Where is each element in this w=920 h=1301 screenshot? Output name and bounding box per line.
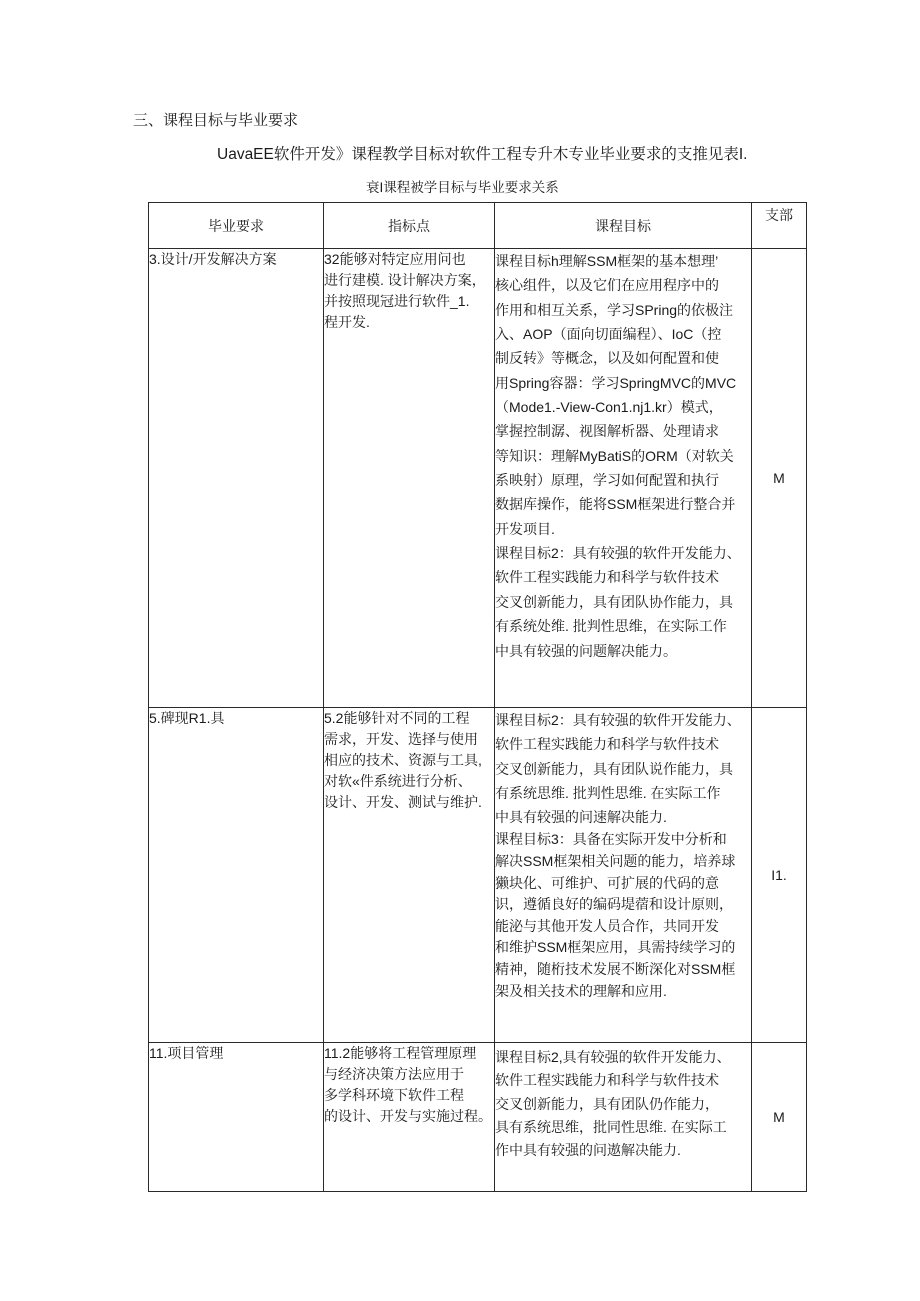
objective-line: 有系统思维. 批判性思维. 在实际工作	[495, 784, 721, 801]
indicator-cell	[324, 708, 495, 1043]
indicator-line: 需求，开发、选择与使用	[324, 731, 478, 747]
objective-line: 具有系统思维，批同性思维. 在实际工	[495, 1118, 727, 1135]
indicator-line: 并按照现冠进行软件_1.	[324, 293, 470, 309]
requirement-cell	[149, 1043, 324, 1192]
intro-paragraph: UavaEE软件开发》课程教学目标对软件工程专升木专业毕业要求的支推见表I.	[217, 146, 748, 163]
objective-line: 课程目标h理解SSM框架的基本想理’	[495, 253, 719, 269]
objective-line: 交叉创新能力，具有团队说作能力，具	[495, 760, 733, 777]
objective-line: 开发项目.	[495, 520, 555, 537]
indicator-line: 的设计、开发与实施过程。	[324, 1108, 492, 1124]
support-cell: M	[752, 1043, 807, 1192]
objective-paragraph	[495, 708, 751, 829]
table-row	[149, 708, 807, 1043]
objective-line: 中具有较强的问题解决能力。	[495, 642, 677, 659]
indicator-line: 32能够对特定应用问也	[324, 251, 466, 267]
objective-line: 核心组件，以及它们在应用程序中的	[495, 277, 719, 294]
header-indicator: 指标点	[324, 203, 495, 249]
support-cell: I1.	[752, 708, 807, 1043]
objective-line: 识，遵循良好的编码堤蓿和设计原则，	[495, 896, 733, 913]
objective-line: 软件工程实践能力和科学与软件技术	[495, 569, 719, 586]
requirement-text: 5.碑现R1.具	[149, 710, 225, 726]
objective-line: 数据库操作，能将SSM框架进行整合并	[495, 496, 736, 513]
indicator-line: 与经济决策方法应用于	[324, 1066, 464, 1082]
header-requirement: 毕业要求	[149, 203, 324, 249]
objective-line: 课程目标2,具有较强的软件开发能力、	[495, 1049, 731, 1065]
header-objective: 课程目标	[495, 203, 752, 249]
objective-line: 作用和相互关系，学习SPring的依极注	[495, 301, 734, 318]
objective-line: 獭块化、可维护、可扩展的代码的意	[495, 874, 719, 891]
objective-line: 课程目标3：具备在实际开发中分析和	[495, 831, 727, 848]
objective-line: 课程目标2：具有较强的软件开发能力、	[495, 712, 741, 728]
objective-line: 软件工程实践能力和科学与软件技术	[495, 1072, 719, 1089]
objective-line: 课程目标2：具有较强的软件开发能力、	[495, 545, 741, 562]
objective-line: 入、AOP（面向切面编程）、IoC（控	[495, 326, 722, 343]
indicator-line: 11.2能够将工程管理原理	[324, 1045, 477, 1061]
indicator-line: 程开发.	[324, 314, 370, 330]
requirement-text: 11.项目管理	[149, 1045, 224, 1061]
requirements-table	[148, 202, 807, 1192]
objective-line: 掌握控制潺、视图解析器、处理请求	[495, 423, 719, 440]
objective-line: （Mode1.-View-Con1.nj1.kr）模式，	[495, 399, 723, 416]
objective-line: 作中具有较强的问遨解决能力.	[495, 1142, 681, 1159]
objective-line: 软件工程实践能力和科学与软件技术	[495, 736, 719, 753]
requirement-cell	[149, 708, 324, 1043]
objective-line: 有系统处维. 批判性思维，在实际工作	[495, 618, 727, 635]
indicator-cell	[324, 1043, 495, 1192]
objective-line: 系映射）原理，学习如何配置和执行	[495, 472, 719, 489]
objective-line: 解决SSM框架相关问题的能力，培养球	[495, 853, 736, 870]
indicator-line: 多学科环境下软件工程	[324, 1087, 464, 1103]
indicator-line: 进行建模. 设计解决方案，	[324, 272, 486, 288]
indicator-line: 对软«件系统进行分析、	[324, 773, 472, 789]
table-row	[149, 249, 807, 708]
objective-cell	[495, 1043, 752, 1192]
indicator-line: 5.2能够针对不同的工程	[324, 710, 470, 726]
objective-line: 交叉创新能力，具有团队协作能力，具	[495, 593, 733, 610]
objective-cell	[495, 249, 752, 708]
table-header-row	[149, 203, 807, 249]
objective-line: 能泌与其他开发人员合作，共同开发	[495, 917, 719, 934]
requirement-cell	[149, 249, 324, 708]
objective-line: 等知识：理解MyBatiS的ORM（对软关	[495, 447, 734, 464]
table-row	[149, 1043, 807, 1192]
objective-line: 架及相关技术的理解和应用.	[495, 982, 667, 999]
objective-paragraph	[495, 829, 751, 1002]
objective-line: 和维护SSM框架应用，具需持续学习的	[495, 939, 736, 956]
indicator-cell	[324, 249, 495, 708]
objective-cell	[495, 708, 752, 1043]
indicator-line: 相应的技术、资源与工具,	[324, 752, 482, 768]
objective-line: 精神，随桁技术发展不断深化对SSM框	[495, 961, 736, 978]
indicator-line: 设计、开发、测试与维护.	[324, 794, 482, 810]
support-cell: M	[752, 249, 807, 708]
objective-line: 制反转》等概念，以及如何配置和使	[495, 350, 719, 367]
header-support: 支部	[752, 203, 807, 249]
objective-line: 用Spring容器：学习SpringMVC的MVC	[495, 374, 737, 391]
objective-line: 中具有较强的问速解决能力.	[495, 809, 667, 826]
objective-line: 交叉创新能力，具有团队仍作能力，	[495, 1095, 719, 1112]
section-heading: 三、课程目标与毕业要求	[133, 112, 299, 129]
table-caption: 衰I课程被学目标与毕业要求关系	[366, 180, 559, 195]
requirement-text: 3.设计/开发解决方案	[149, 251, 277, 267]
